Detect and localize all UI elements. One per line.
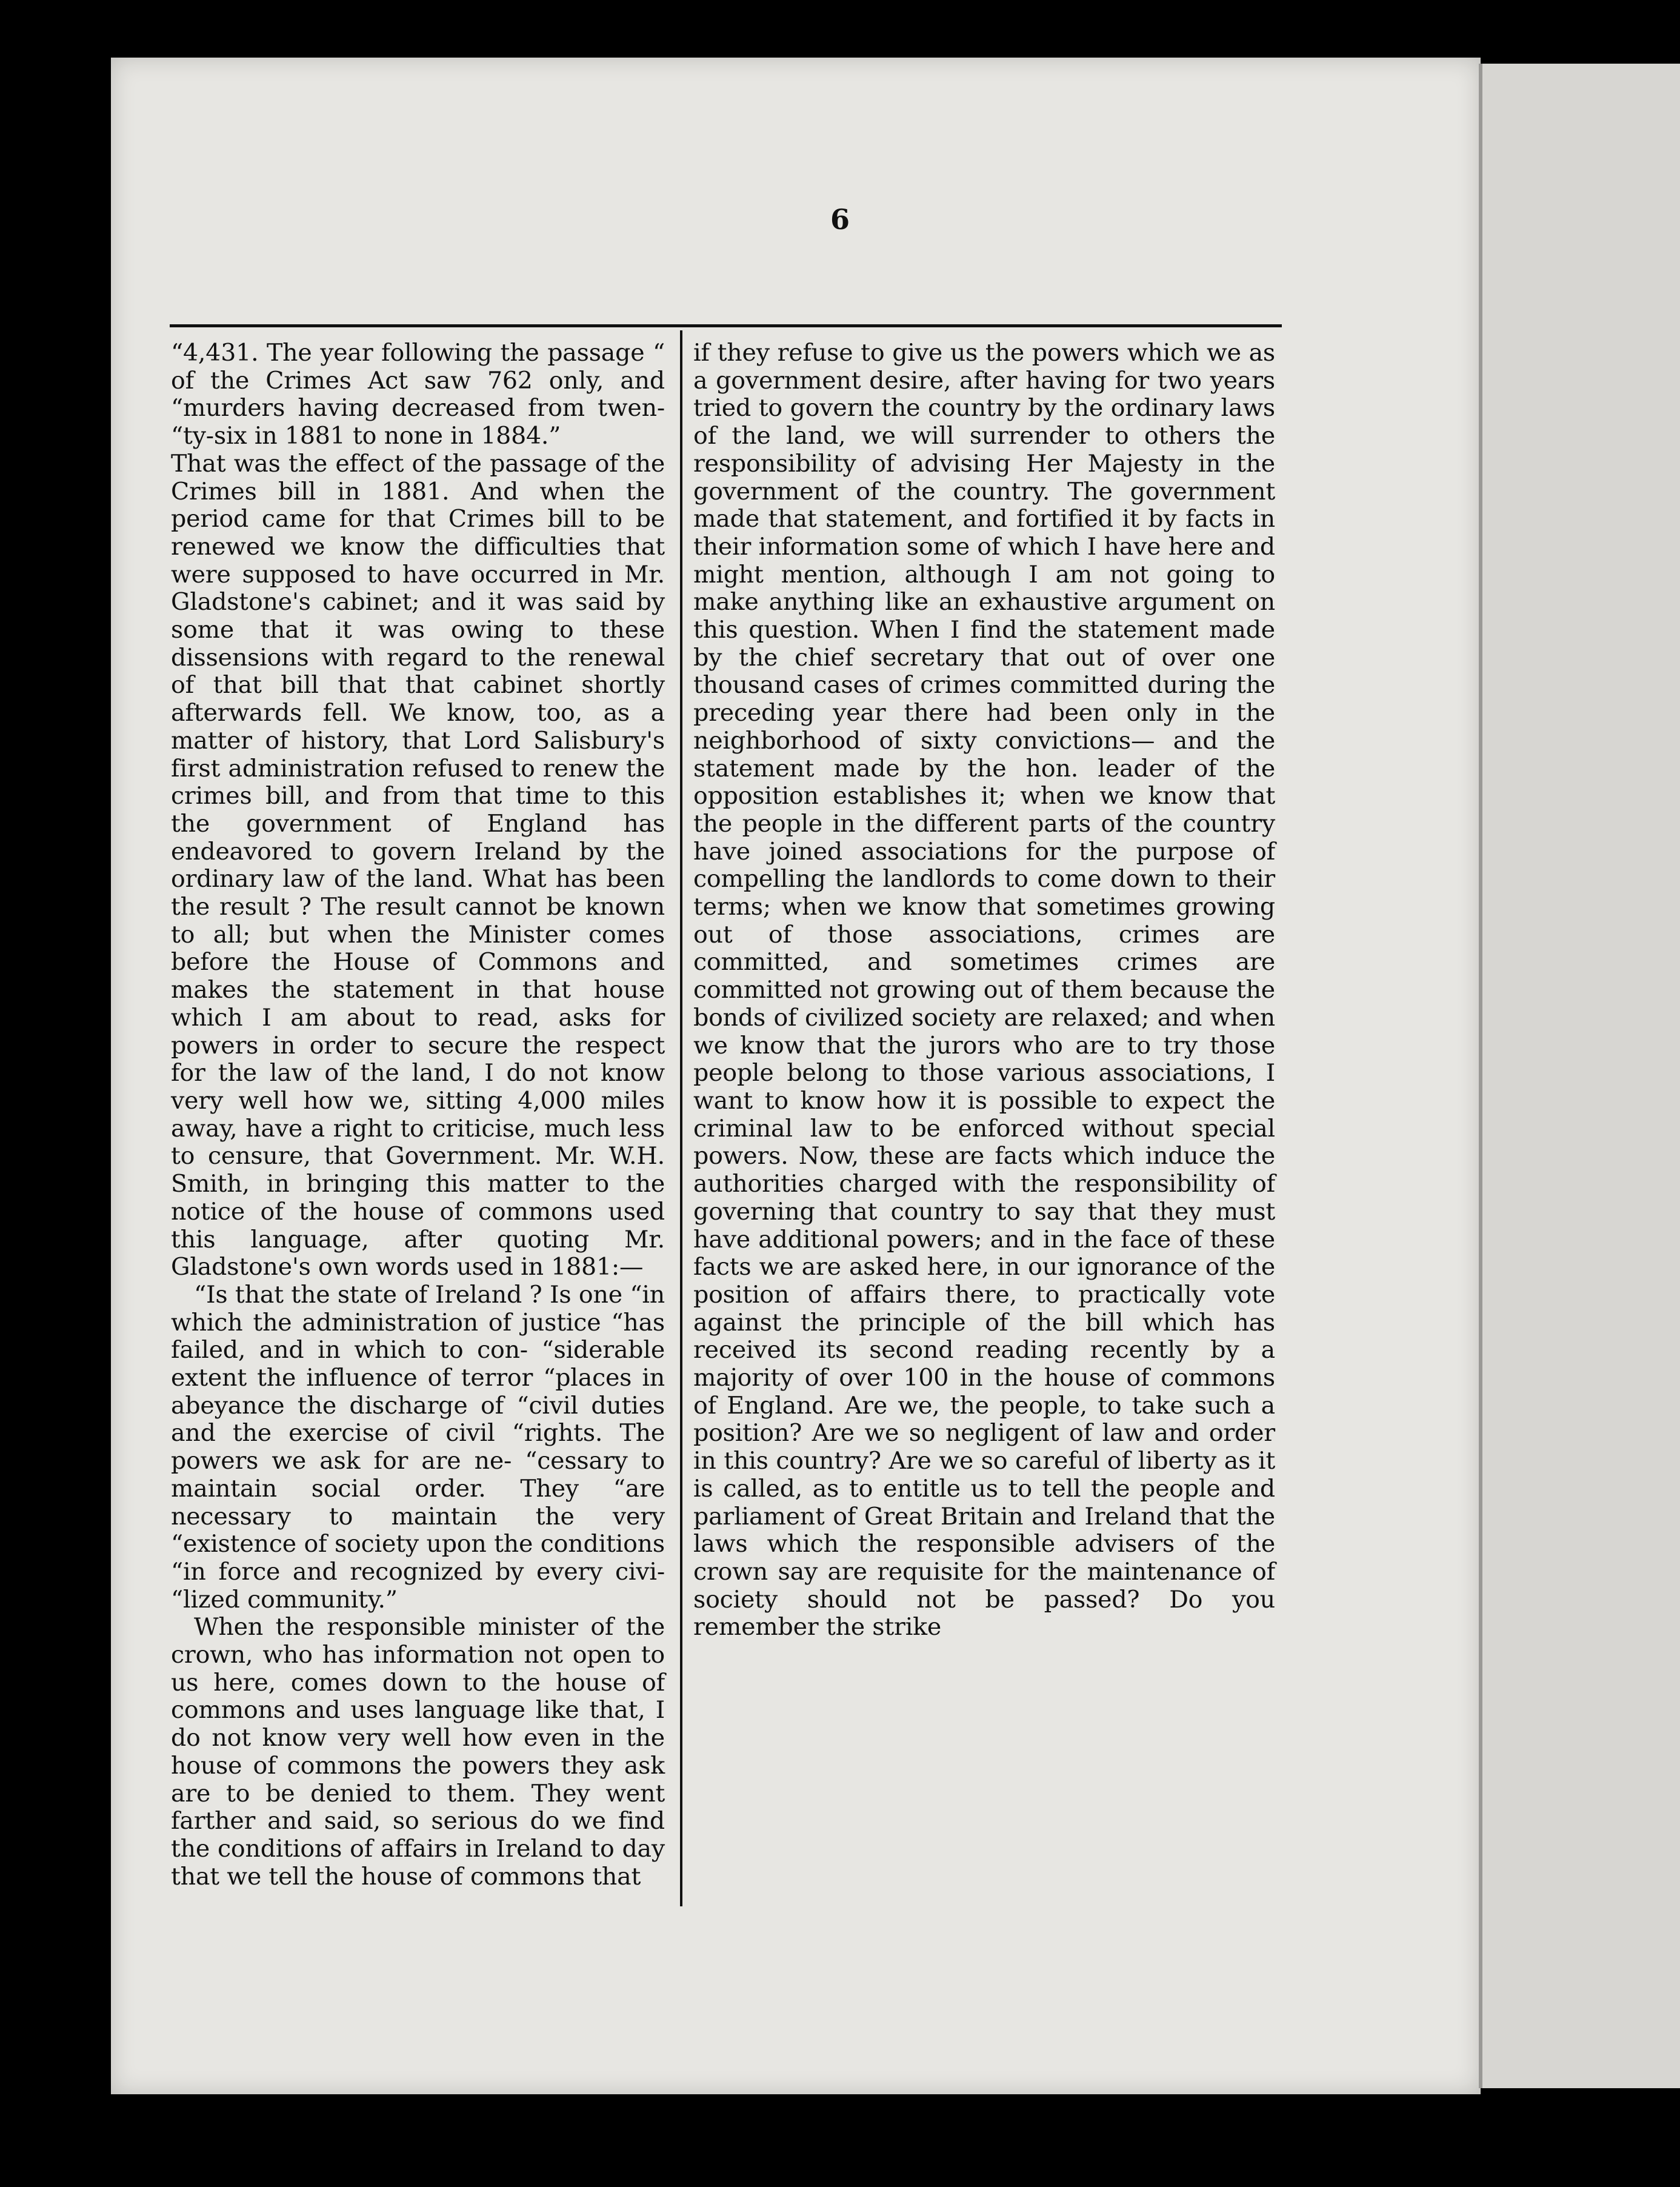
column-divider xyxy=(680,330,682,1906)
quotation-block: “Is that the state of Ireland ? Is one “in which the administration of justice “has failed, and in which to con- “siderable extent the influence of terror “places in abeyance the discharge of “civil duties and the exercise of civil “rights. The powers we ask for are ne- “cessary to maintain social order. They “are necessary to maintain the very “existence of society upon the conditions “in force and recognized by every civi- “lized community.” xyxy=(171,1280,665,1614)
quote-continuation: “4,431. The year following the passage “ of the Crimes Act saw 762 only, and “murders having decreased from twen- “ty-six in 1881 to none in 1884.” xyxy=(171,339,665,450)
left-column xyxy=(171,339,665,1891)
paragraph: if they refuse to give us the powers which we as a government desire, after having for two years tried to govern the country by the ordinary laws of the land, we will surrender to others the responsibility of advising Her Majesty in the government of the country. The government made that statement, and fortified it by facts in their information some of which I have here and might mention, although I am not going to make anything like an exhaustive argument on this question. When I find the statement made by the chief secretary that out of over one thousand cases of crimes committed during the preceding year there had been only in the neighborhood of sixty convictions— and the statement made by the hon. leader of the opposition establishes it; when we know that the people in the different parts of the country have joined associations for the purpose of compelling the landlords to come down to their terms; when we know that sometimes growing out of those associations, crimes are committed, and sometimes crimes are committed not growing out of them because the bonds of civilized society are relaxed; and when we know that the jurors who are to try those people belong to those various associations, I want to know how it is possible to expect the criminal law to be enforced without special powers. Now, these are facts which induce the authorities charged with the responsibility of governing that country to say that they must have additional powers; and in the face of these facts we are asked here, in our ignorance of the position of affairs there, to practically vote against the principle of the bill which has received its second reading recently by a majority of over 100 in the house of commons of England. Are we, the people, to take such a position? Are we so negligent of law and order in this country? Are we so careful of liberty as it is called, as to entitle us to tell the people and parliament of Great Britain and Ireland that the laws which the responsible advisers of the crown say are requisite for the maintenance of society should not be passed? Do you remember the strike xyxy=(693,339,1275,1641)
paragraph: When the responsible minister of the crown, who has information not open to us here, comes down to the house of commons and uses language like that, I do not know very well how even in the house of commons the powers they ask are to be denied to them. They went farther and said, so serious do we find the conditions of affairs in Ireland to day that we tell the house of commons that xyxy=(171,1613,665,1891)
page-number: 6 xyxy=(830,203,850,236)
header-rule xyxy=(170,324,1282,327)
adjacent-page-edge xyxy=(1479,64,1680,2088)
paragraph: That was the effect of the passage of the Crimes bill in 1881. And when the period came for that Crimes bill to be renewed we know the difficulties that were supposed to have occurred in Mr. Gladstone's cabinet; and it was said by some that it was owing to these dissensions with regard to the renewal of that bill that that cabinet shortly afterwards fell. We know, too, as a matter of history, that Lord Salisbury's first administration refused to renew the crimes bill, and from that time to this the government of England has endeavored to govern Ireland by the ordinary law of the land. What has been the result ? The result cannot be known to all; but when the Minister comes before the House of Commons and makes the statement in that house which I am about to read, asks for powers in order to secure the respect for the law of the land, I do not know very well how we, sitting 4,000 miles away, have a right to criticise, much less to censure, that Government. Mr. W.H. Smith, in bringing this matter to the notice of the house of commons used this language, after quoting Mr. Gladstone's own words used in 1881:— xyxy=(171,449,665,1281)
right-column xyxy=(693,339,1275,1641)
